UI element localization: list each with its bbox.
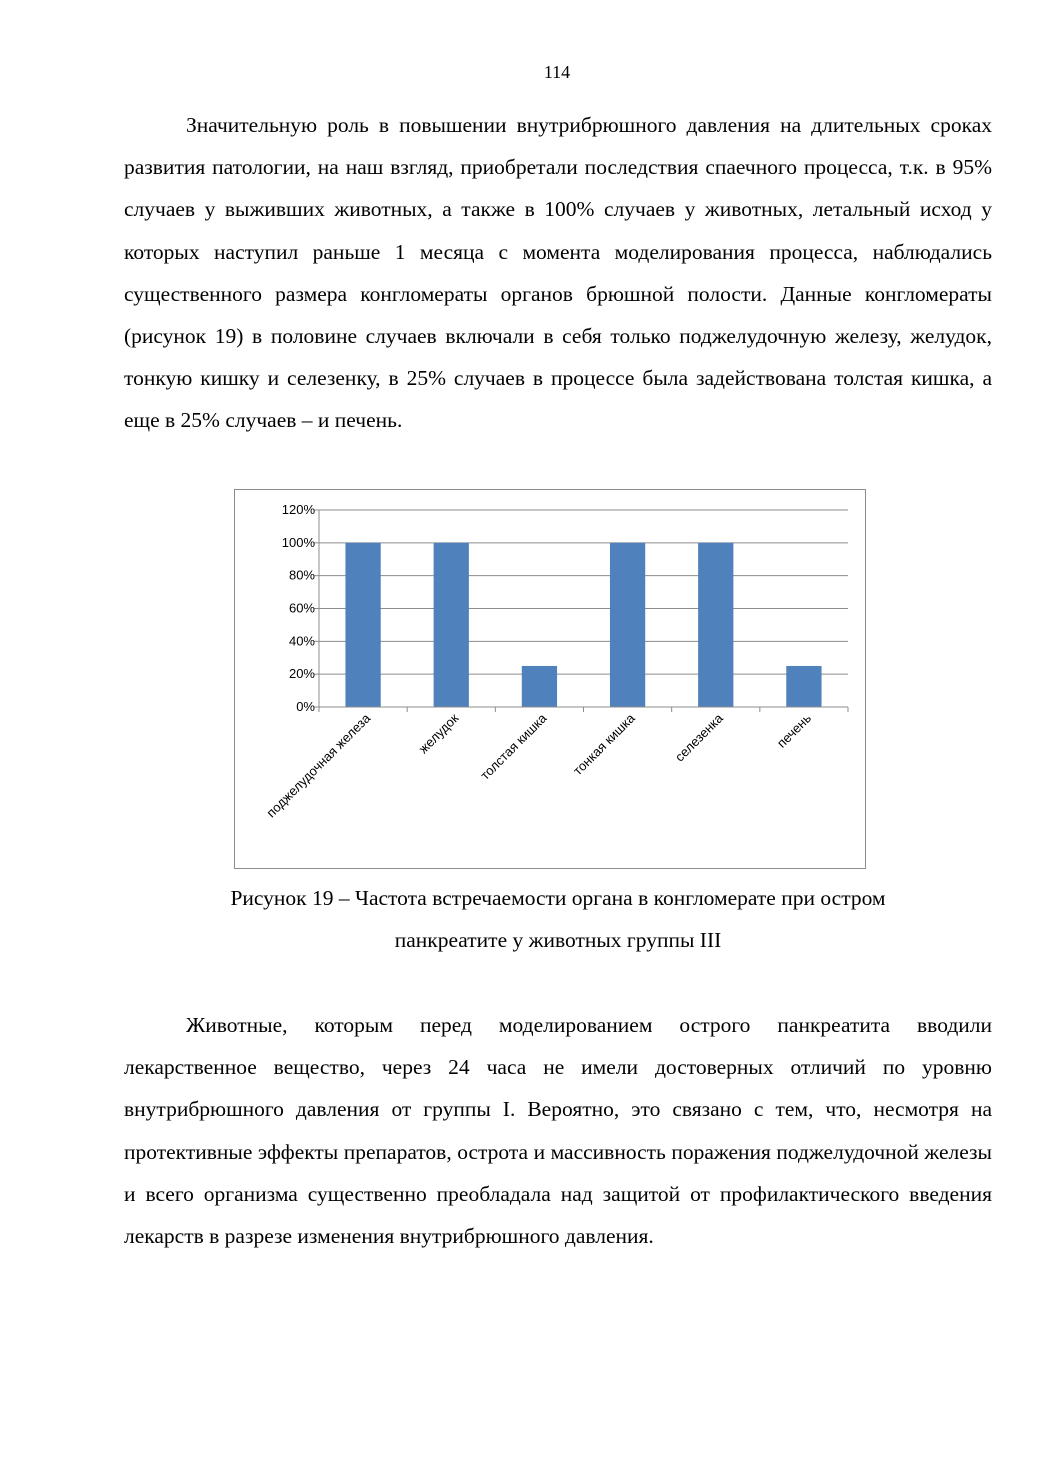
category-label: печень: [773, 710, 815, 751]
category-label: тонкая кишка: [570, 710, 638, 779]
category-label: поджелудочная железа: [263, 710, 374, 821]
bar: [610, 543, 645, 707]
category-labels: [263, 710, 814, 820]
figure-caption-line2: панкреатите у животных группы III: [394, 928, 722, 952]
bar-chart: [234, 489, 866, 869]
category-label: толстая кишка: [477, 710, 550, 783]
y-tick-label: 60%: [288, 600, 315, 616]
category-label: желудок: [415, 710, 462, 757]
y-tick-label: 0%: [296, 699, 315, 714]
bar: [786, 666, 821, 707]
bar: [698, 543, 733, 707]
category-label: селезенка: [671, 710, 726, 765]
y-tick-label: 120%: [281, 502, 315, 517]
page-number: 114: [543, 62, 571, 82]
chart-svg: [235, 490, 867, 870]
y-tick-label: 100%: [281, 534, 315, 550]
bar: [434, 543, 469, 707]
x-axis: [319, 510, 848, 712]
y-tick-label: 80%: [288, 567, 315, 583]
bar: [522, 666, 557, 707]
figure-caption-line1: Рисунок 19 – Частота встречаемости органа в конгломерате при остром: [230, 886, 886, 910]
body-paragraph-1: Значительную роль в повышении внутрибрюшного давления на длительных сроках развития патологии, на наш взгляд, приобретали последствия спаечного процесса, т.к. в 95% случаев у выживших животных, а также в 100% случаев у животных, летальный исход у которых наступил раньше 1 месяца с момента моделирования процесса, наблюдались существенного размера конгломераты органов брюшной полости. Данные конгломераты (рисунок 19) в половине случаев включали в себя только поджелудочную железу, желудок, тонкую кишку и селезенку, в 25% случаев в процессе была задействована толстая кишка, а еще в 25% случаев – и печень.: [124, 113, 992, 433]
grid-lines: [319, 510, 848, 707]
bar: [345, 543, 380, 707]
body-paragraph-2: Животные, которым перед моделированием острого панкреатита вводили лекарственное вещество, через 24 часа не имели достоверных отличий по уровню внутрибрюшного давления от группы I. Вероятно, это связано с тем, что, несмотря на протективные эффекты препаратов, острота и массивность поражения поджелудочной железы и всего организма существенно преобладала над защитой от профилактического введения лекарств в разрезе изменения внутрибрюшного давления.: [124, 1013, 992, 1249]
y-tick-label: 20%: [288, 666, 315, 682]
bars: [345, 543, 821, 707]
y-axis-ticks: [282, 502, 319, 714]
y-tick-label: 40%: [288, 633, 315, 649]
